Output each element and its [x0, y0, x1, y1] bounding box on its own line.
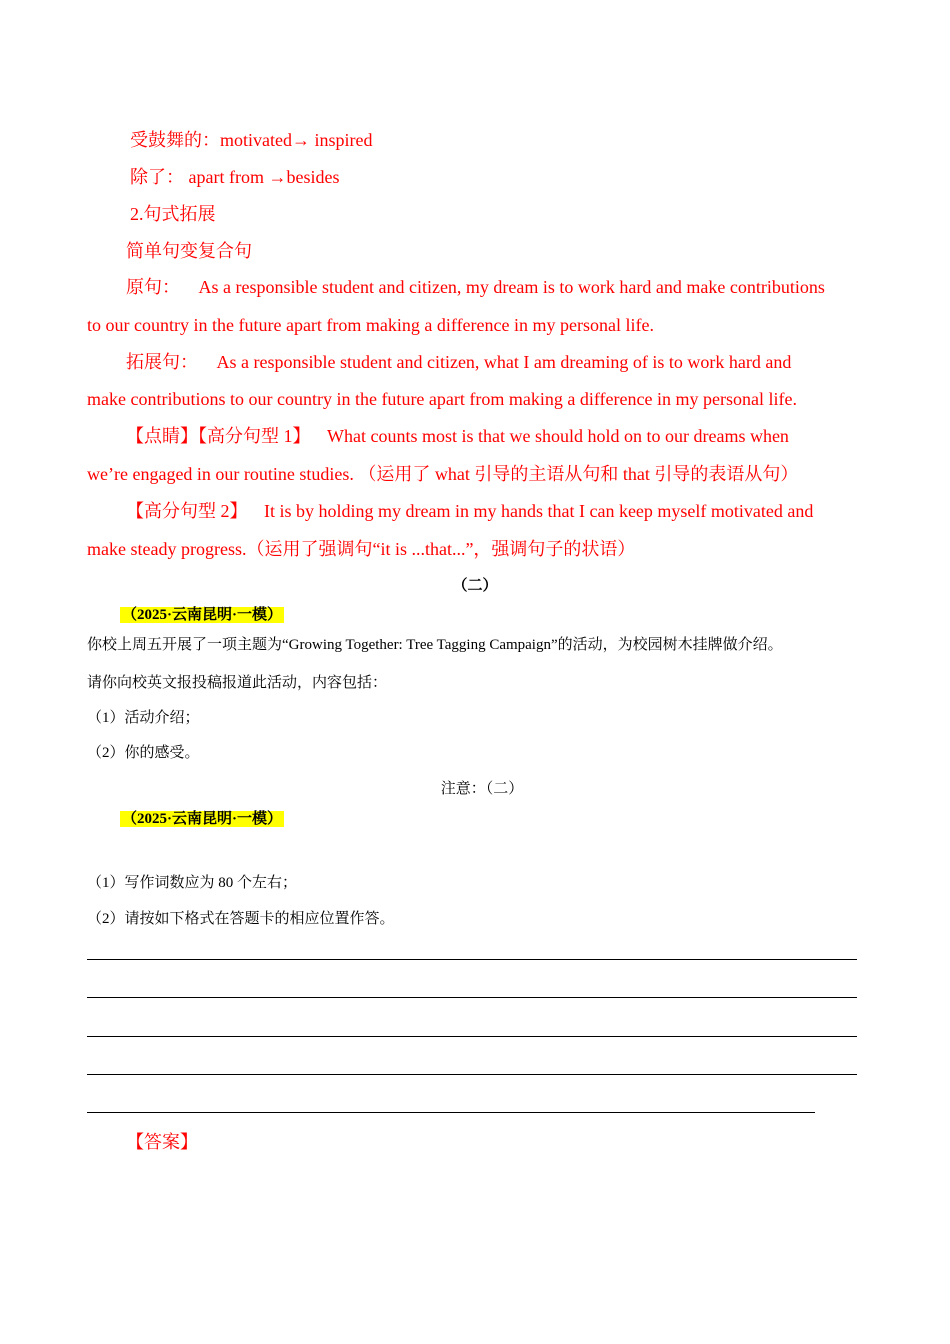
original-sentence-line1 — [126, 274, 825, 300]
source-tag-text: （2025·云南昆明·一模） — [122, 607, 283, 623]
original-text-1: As a responsible student and citizen, my dream is to work hard and make contributions — [198, 277, 825, 297]
highlight-text-2a: It is by holding my dream in my hands that I can keep myself motivated and — [264, 501, 814, 521]
notice-title: 注意：（二） — [440, 781, 524, 797]
answer-line-5 — [87, 1112, 815, 1113]
task-prompt-line1: 你校上周五开展了一项主题为“Growing Together: Tree Tagging Campaign”的活动，为校园树木挂牌做介绍。 — [87, 637, 783, 653]
section-heading: 2.句式拓展 — [130, 204, 216, 224]
vocab-line-apart-from: 除了： apart from →besides — [130, 167, 340, 187]
extended-sentence-line2: make contributions to our country in the future apart from making a difference in my personal life. — [87, 389, 797, 409]
source-tag-2-text: （2025·云南昆明·一模） — [122, 811, 283, 827]
original-label: 原句： — [126, 277, 180, 297]
rule-1: （1）写作词数应为 80 个左右； — [87, 875, 298, 891]
extended-sentence-line1 — [126, 349, 791, 375]
highlight-text-1b: we’re engaged in our routine studies. （运用了 what 引导的主语从句和 that 引导的表语从句） — [87, 464, 799, 484]
answer-line-3 — [87, 1036, 857, 1037]
task-prompt-line2: 请你向校英文报投稿报道此活动，内容包括： — [87, 675, 388, 691]
answer-line-1 — [87, 959, 857, 960]
task-section-title: （二） — [452, 578, 498, 594]
answer-label: 【答案】 — [126, 1132, 198, 1152]
highlight-text-1a: What counts most is that we should hold on to our dreams when — [327, 426, 789, 446]
highlight-sentence-1 — [126, 423, 789, 449]
rule-2: （2）请按如下格式在答题卡的相应位置作答。 — [87, 911, 395, 927]
highlight-tag-2: 【高分句型 2】 — [126, 501, 248, 521]
original-sentence-line2: to our country in the future apart from making a difference in my personal life. — [87, 315, 654, 335]
answer-line-2 — [87, 997, 857, 998]
task-point-2: （2）你的感受。 — [87, 745, 200, 761]
source-tag — [120, 604, 284, 626]
highlight-tag-1: 【点睛】【高分句型 1】 — [126, 426, 311, 446]
highlight-sentence-2 — [126, 498, 813, 524]
answer-line-4 — [87, 1074, 857, 1075]
section-subheading: 简单句变复合句 — [126, 241, 252, 261]
source-tag-2 — [120, 808, 284, 830]
vocab-line-motivated: 受鼓舞的：motivated→ inspired — [130, 130, 373, 150]
extended-label: 拓展句： — [126, 352, 198, 372]
highlight-text-2b: make steady progress.（运用了强调句“it is ...that...”，强调句子的状语） — [87, 539, 636, 559]
task-point-1: （1）活动介绍； — [87, 710, 200, 726]
extended-text-1: As a responsible student and citizen, what I am dreaming of is to work hard and — [216, 352, 792, 372]
